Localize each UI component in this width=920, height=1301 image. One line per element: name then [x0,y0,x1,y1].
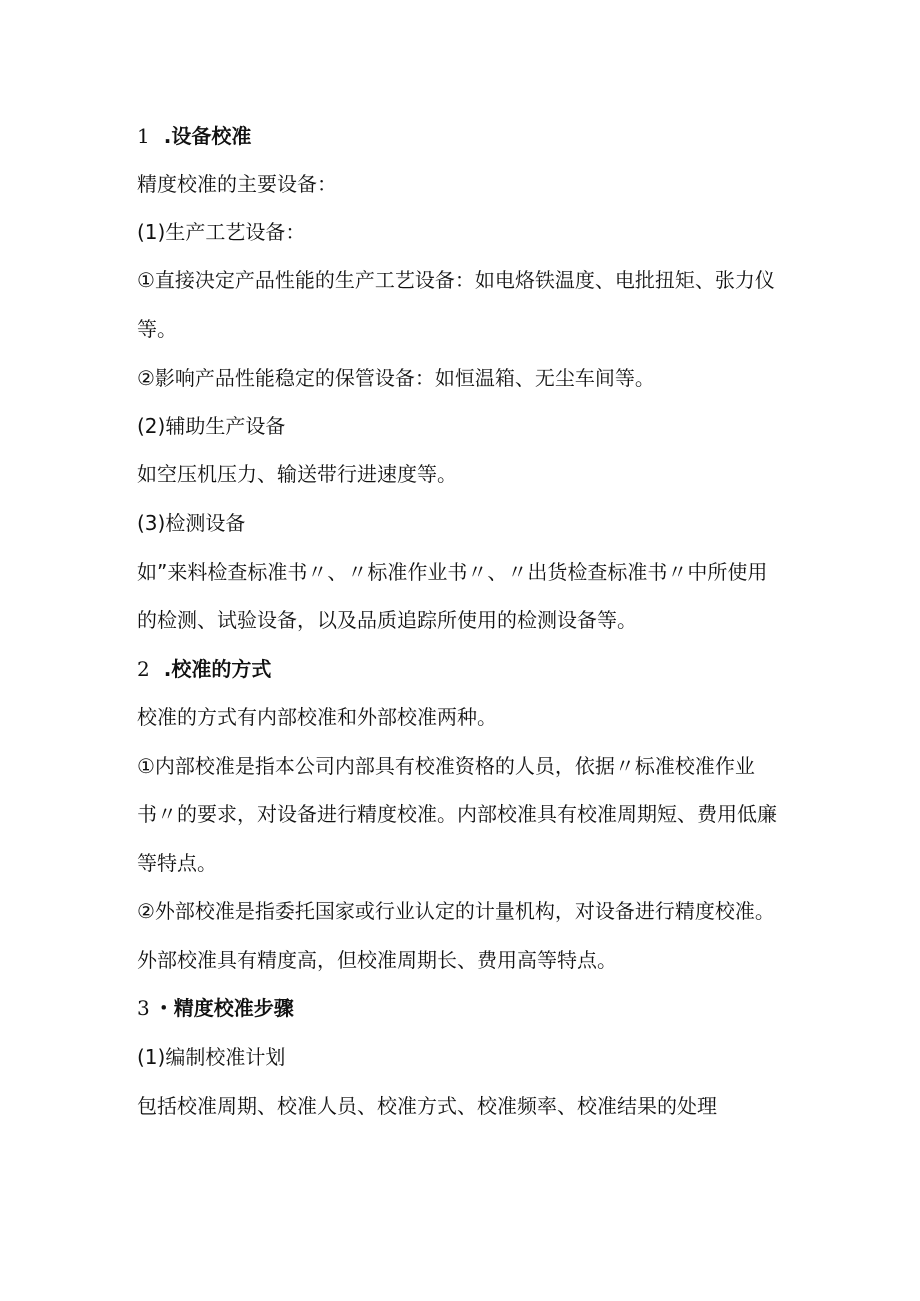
section-2-item-2-line-1: ②外部校准是指委托国家或行业认定的计量机构，对设备进行精度校准。 [137,899,775,923]
section-1-item-2: ②影响产品性能稳定的保管设备：如恒温箱、无尘车间等。 [137,366,655,390]
section-3-heading [137,994,294,1022]
section-2-heading [137,655,271,683]
section-1-title: .设备校准 [163,124,252,148]
section-2-intro: 校准的方式有内部校准和外部校准两种。 [137,705,497,729]
section-1-item-1-line-1: ①直接决定产品性能的生产工艺设备：如电烙铁温度、电批扭矩、张力仪 [137,268,775,292]
section-1-sub-2-text: 如空压机压力、输送带行进速度等。 [137,462,457,486]
section-2-title: .校准的方式 [163,657,272,681]
section-3-title: ・精度校准步骤 [153,996,294,1020]
section-1-number: 1 [137,124,150,148]
section-1-item-1-line-2: 等。 [137,317,177,341]
section-1-heading [137,122,251,150]
section-2-item-2-line-2: 外部校准具有精度高，但校准周期长、费用高等特点。 [137,948,617,972]
section-2-item-1-line-2: 书〃的要求，对设备进行精度校准。内部校准具有校准周期短、费用低廉 [137,802,777,826]
section-2-item-1-line-3: 等特点。 [137,851,217,875]
section-2-item-1-line-1: ①内部校准是指本公司内部具有校准资格的人员，依据〃标准校准作业 [137,754,755,778]
section-2-number: 2 [137,657,150,681]
section-1-sub-2: (2)辅助生产设备 [137,414,286,438]
section-1-sub-1: (1)生产工艺设备： [137,220,306,244]
section-3-sub-1-text: 包括校准周期、校准人员、校准方式、校准频率、校准结果的处理 [137,1094,717,1118]
section-1-sub-3-line-1: 如”来料检查标准书〃、〃标准作业书〃、〃出货检查标准书〃中所使用 [137,560,768,584]
section-3-number: 3 [137,996,150,1020]
section-1-intro: 精度校准的主要设备： [137,172,337,196]
section-3-sub-1: (1)编制校准计划 [137,1045,286,1069]
section-1-sub-3: (3)检测设备 [137,511,246,535]
section-1-sub-3-line-2: 的检测、试验设备，以及品质追踪所使用的检测设备等。 [137,608,637,632]
